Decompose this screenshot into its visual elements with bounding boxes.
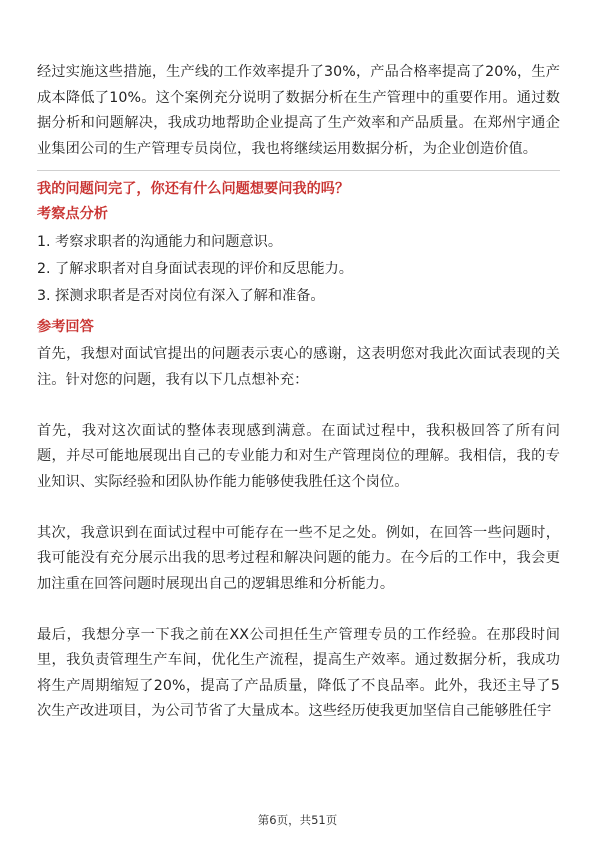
section-divider — [37, 170, 560, 171]
page-content — [37, 60, 560, 725]
analysis-point: 3. 探测求职者是否对岗位有深入了解和准备。 — [37, 288, 325, 304]
answer-body — [37, 342, 560, 725]
answer-paragraph: 首先，我对这次面试的整体表现感到满意。在面试过程中，我积极回答了所有问题，并尽可能地展现出自己的专业能力和对生产管理岗位的理解。我相信，我的专业知识、实际经验和团队协作能力能够使我胜任这个岗位。 — [37, 422, 560, 490]
answer-paragraph: 首先，我想对面试官提出的问题表示衷心的感谢，这表明您对我此次面试表现的关注。针对您的问题，我有以下几点想补充： — [37, 346, 560, 388]
answer-paragraph: 最后，我想分享一下我之前在XX公司担任生产管理专员的工作经验。在那段时间里，我负责管理生产车间，优化生产流程，提高生产效率。通过数据分析，我成功将生产周期缩短了20%，提高了产品质量，降低了不良品率。此外，我还主导了5次生产改进项目，为公司节省了大量成本。这些经历使我更加坚信自己能够胜任宇 — [37, 626, 560, 719]
analysis-point-list — [37, 229, 560, 310]
paragraph-spacer — [37, 393, 560, 419]
intro-paragraph: 经过实施这些措施，生产线的工作效率提升了30%，产品合格率提高了20%，生产成本降低了10%。这个案例充分说明了数据分析在生产管理中的重要作用。通过数据分析和问题解决，我成功地帮助企业提高了生产效率和产品质量。在郑州宇通企业集团公司的生产管理专员岗位，我也将继续运用数据分析，为企业创造价值。 — [37, 64, 560, 157]
interview-question: 我的问题问完了，你还有什么问题想要问我的吗？ — [37, 181, 350, 197]
analysis-point: 1. 考察求职者的沟通能力和问题意识。 — [37, 234, 283, 250]
page-number: 第6页，共51页 — [257, 813, 338, 827]
analysis-title: 考察点分析 — [37, 206, 108, 222]
paragraph-spacer — [37, 495, 560, 521]
paragraph-spacer — [37, 597, 560, 623]
answer-title: 参考回答 — [37, 319, 94, 335]
answer-paragraph: 其次，我意识到在面试过程中可能存在一些不足之处。例如，在回答一些问题时，我可能没有充分展示出我的思考过程和解决问题的能力。在今后的工作中，我会更加注重在回答问题时展现出自己的逻辑思维和分析能力。 — [37, 524, 560, 592]
analysis-point: 2. 了解求职者对自身面试表现的评价和反思能力。 — [37, 261, 353, 277]
